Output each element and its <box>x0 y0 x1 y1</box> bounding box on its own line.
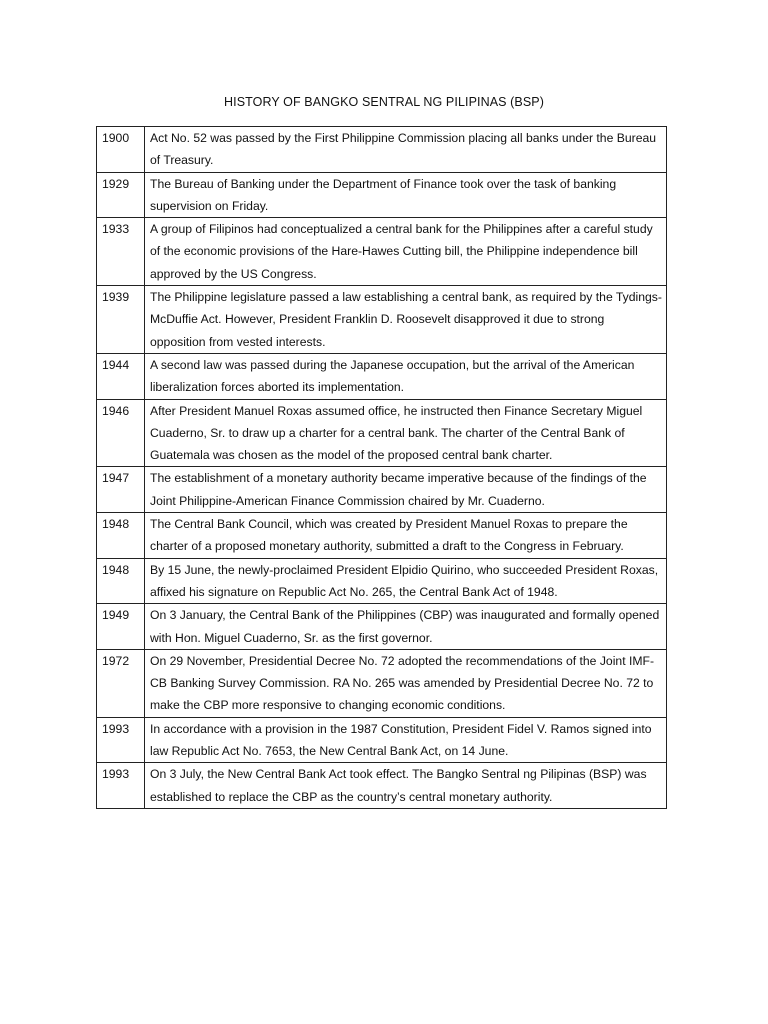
year-cell: 1993 <box>97 763 145 809</box>
table-row <box>97 513 667 559</box>
event-cell: The Central Bank Council, which was created by President Manuel Roxas to prepare the charter of a proposed monetary authority, submitted a draft to the Congress in February. <box>145 513 667 559</box>
table-row <box>97 353 667 399</box>
table-row <box>97 717 667 763</box>
event-cell: The establishment of a monetary authority became imperative because of the findings of the Joint Philippine-American Finance Commission chaired by Mr. Cuaderno. <box>145 467 667 513</box>
table-row <box>97 286 667 354</box>
year-cell: 1939 <box>97 286 145 354</box>
event-cell: By 15 June, the newly-proclaimed President Elpidio Quirino, who succeeded President Roxas, affixed his signature on Republic Act No. 265, the Central Bank Act of 1948. <box>145 558 667 604</box>
year-cell: 1929 <box>97 172 145 218</box>
year-cell: 1948 <box>97 558 145 604</box>
event-cell: In accordance with a provision in the 1987 Constitution, President Fidel V. Ramos signed into law Republic Act No. 7653, the New Central Bank Act, on 14 June. <box>145 717 667 763</box>
year-cell: 1949 <box>97 604 145 650</box>
table-row <box>97 399 667 467</box>
table-row <box>97 218 667 286</box>
event-cell: On 3 January, the Central Bank of the Philippines (CBP) was inaugurated and formally opened with Hon. Miguel Cuaderno, Sr. as the first governor. <box>145 604 667 650</box>
year-cell: 1933 <box>97 218 145 286</box>
table-row <box>97 763 667 809</box>
event-cell: The Bureau of Banking under the Department of Finance took over the task of banking supervision on Friday. <box>145 172 667 218</box>
year-cell: 1948 <box>97 513 145 559</box>
table-row <box>97 649 667 717</box>
event-cell: A second law was passed during the Japanese occupation, but the arrival of the American liberalization forces aborted its implementation. <box>145 353 667 399</box>
table-row <box>97 604 667 650</box>
table-row <box>97 172 667 218</box>
year-cell: 1944 <box>97 353 145 399</box>
table-row <box>97 467 667 513</box>
year-cell: 1993 <box>97 717 145 763</box>
table-row <box>97 127 667 173</box>
year-cell: 1972 <box>97 649 145 717</box>
history-table <box>96 126 667 809</box>
event-cell: On 29 November, Presidential Decree No. 72 adopted the recommendations of the Joint IMF-CB Banking Survey Commission. RA No. 265 was amended by Presidential Decree No. 72 to make the CBP more responsive to changing economic conditions. <box>145 649 667 717</box>
event-cell: Act No. 52 was passed by the First Philippine Commission placing all banks under the Bureau of Treasury. <box>145 127 667 173</box>
event-cell: On 3 July, the New Central Bank Act took effect. The Bangko Sentral ng Pilipinas (BSP) was established to replace the CBP as the country’s central monetary authority. <box>145 763 667 809</box>
event-cell: A group of Filipinos had conceptualized a central bank for the Philippines after a careful study of the economic provisions of the Hare-Hawes Cutting bill, the Philippine independence bill approved by the US Congress. <box>145 218 667 286</box>
document-title: HISTORY OF BANGKO SENTRAL NG PILIPINAS (BSP) <box>224 95 544 109</box>
year-cell: 1947 <box>97 467 145 513</box>
year-cell: 1946 <box>97 399 145 467</box>
event-cell: After President Manuel Roxas assumed office, he instructed then Finance Secretary Miguel Cuaderno, Sr. to draw up a charter for a central bank. The charter of the Central Bank of Guatemala was chosen as the model of the proposed central bank charter. <box>145 399 667 467</box>
table-row <box>97 558 667 604</box>
event-cell: The Philippine legislature passed a law establishing a central bank, as required by the Tydings-McDuffie Act. However, President Franklin D. Roosevelt disapproved it due to strong opposition from vested interests. <box>145 286 667 354</box>
year-cell: 1900 <box>97 127 145 173</box>
